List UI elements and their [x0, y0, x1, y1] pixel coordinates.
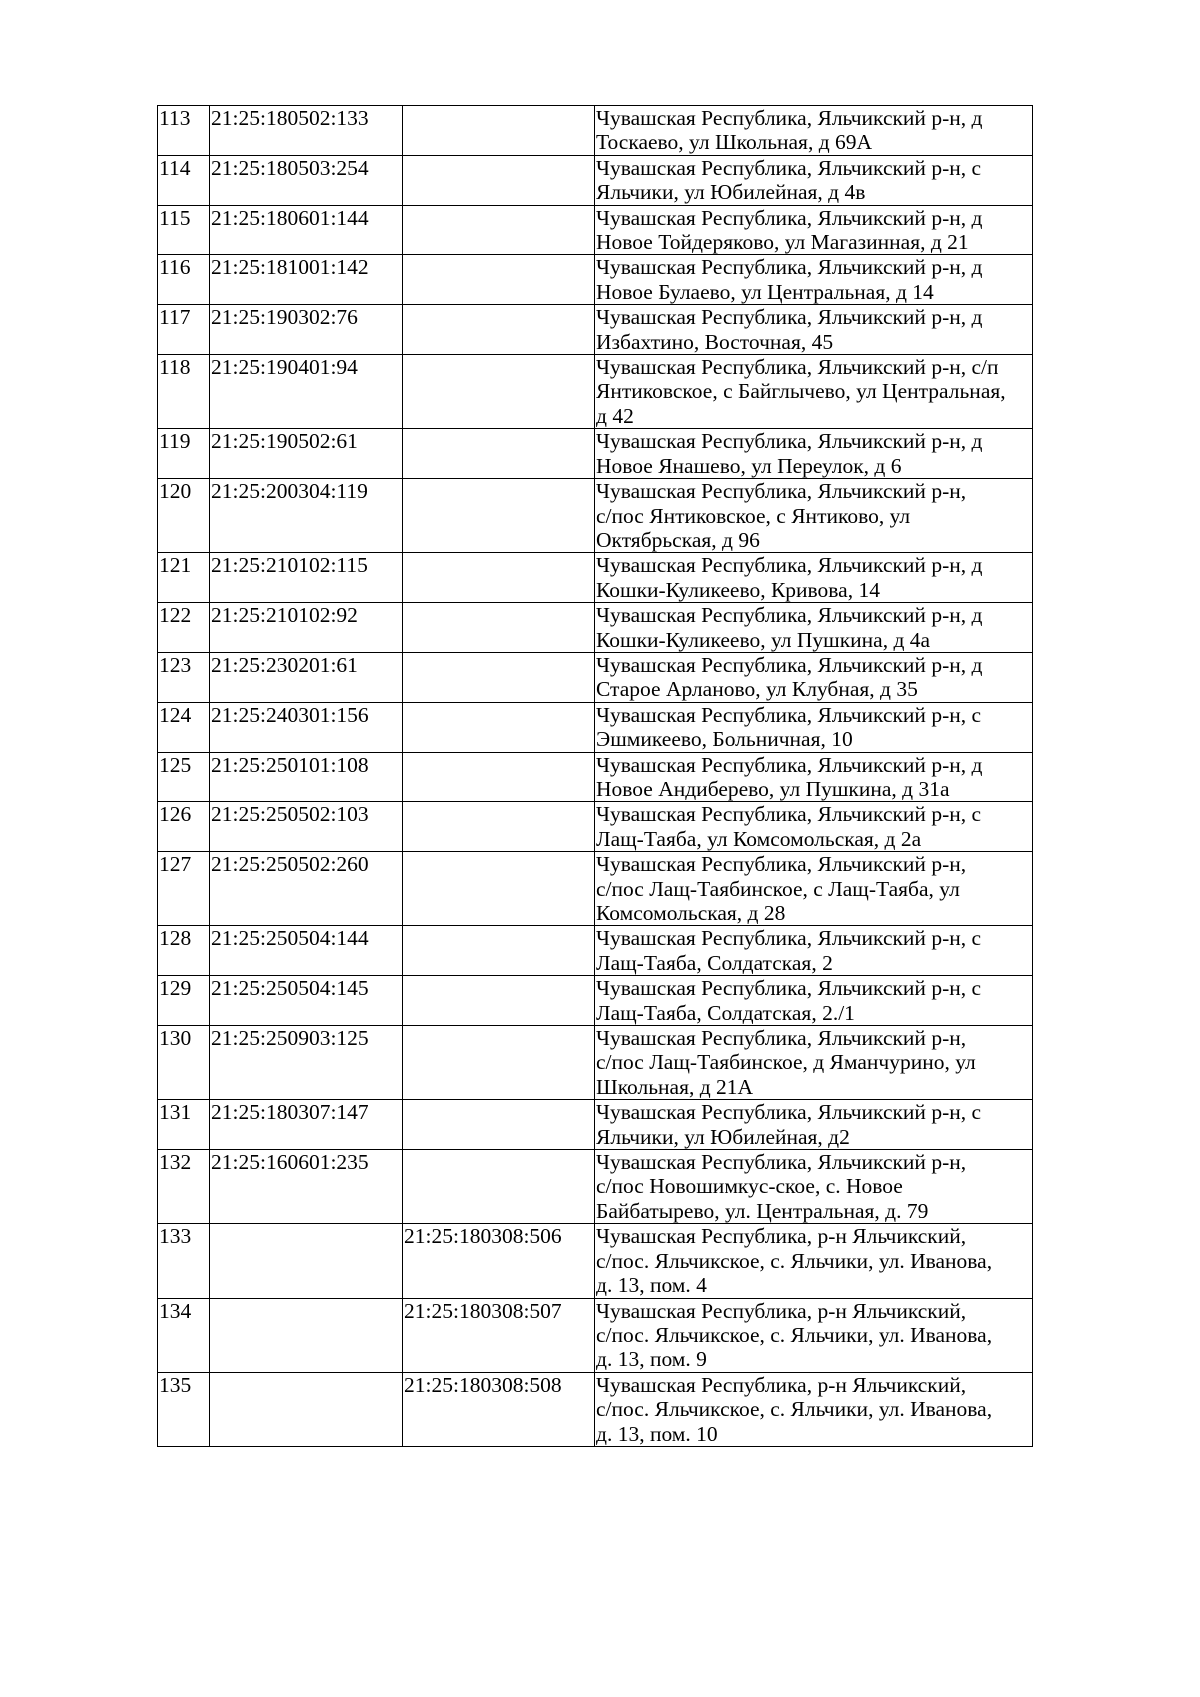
address-line: Школьная, д 21А: [596, 1074, 754, 1099]
address-cell: [595, 155, 1033, 205]
address-cell: [595, 479, 1033, 553]
address-line: Кошки-Куликеево, Кривова, 14: [596, 577, 880, 602]
address-line: Чувашская Республика, Яльчикский р-н, с/п: [596, 355, 999, 380]
table-row: [158, 603, 1033, 653]
row-number-cell: 134: [158, 1298, 210, 1372]
row-number-cell: 121: [158, 553, 210, 603]
address-line: Новое Тойдеряково, ул Магазинная, д 21: [596, 230, 969, 255]
row-number-cell: 131: [158, 1100, 210, 1150]
table-row: [158, 255, 1033, 305]
table-row: [158, 355, 1033, 429]
address-line: Новое Булаево, ул Центральная, д 14: [596, 279, 934, 304]
row-number-cell: 119: [158, 429, 210, 479]
address-line: Чувашская Республика, Яльчикский р-н, с: [596, 1100, 982, 1125]
row-number-cell: 113: [158, 106, 210, 156]
table-row: [158, 926, 1033, 976]
cadastral-number-premises-cell: [403, 976, 595, 1026]
cadastral-number-premises-cell: [403, 652, 595, 702]
address-cell: [595, 802, 1033, 852]
address-cell: [595, 553, 1033, 603]
address-line: Новое Янашево, ул Переулок, д 6: [596, 453, 902, 478]
cadastral-number-premises-cell: [403, 802, 595, 852]
row-number-cell: 135: [158, 1372, 210, 1446]
address-line: с/пос. Яльчикское, с. Яльчики, ул. Иванова,: [596, 1397, 993, 1422]
address-line: Чувашская Республика, Яльчикский р-н,: [596, 479, 967, 504]
cadastral-number-cell: 21:25:240301:156: [210, 702, 403, 752]
row-number-cell: 128: [158, 926, 210, 976]
table-row: [158, 155, 1033, 205]
cadastral-number-cell: 21:25:190401:94: [210, 355, 403, 429]
row-number-cell: 130: [158, 1026, 210, 1100]
row-number-cell: 117: [158, 305, 210, 355]
address-line: Октябрьская, д 96: [596, 527, 760, 552]
table-row: [158, 652, 1033, 702]
address-line: Чувашская Республика, Яльчикский р-н,: [596, 1026, 967, 1051]
address-cell: [595, 976, 1033, 1026]
table-row: [158, 1372, 1033, 1446]
cadastral-number-cell: 21:25:210102:92: [210, 603, 403, 653]
address-line: Лащ-Таяба, ул Комсомольская, д 2а: [596, 826, 922, 851]
address-line: Чувашская Республика, Яльчикский р-н, с: [596, 802, 982, 827]
cadastral-number-cell: 21:25:180307:147: [210, 1100, 403, 1150]
address-cell: [595, 603, 1033, 653]
address-line: с/пос. Яльчикское, с. Яльчики, ул. Иванова,: [596, 1322, 993, 1347]
cadastral-number-cell: 21:25:200304:119: [210, 479, 403, 553]
row-number-cell: 132: [158, 1150, 210, 1224]
address-cell: [595, 205, 1033, 255]
address-line: Чувашская Республика, Яльчикский р-н, д: [596, 205, 983, 230]
address-line: Кошки-Куликеево, ул Пушкина, д 4а: [596, 627, 931, 652]
cadastral-number-premises-cell: [403, 553, 595, 603]
cadastral-number-cell: 21:25:190502:61: [210, 429, 403, 479]
table-row: [158, 976, 1033, 1026]
address-line: с/пос Новошимкус-ское, с. Новое: [596, 1174, 903, 1199]
cadastral-number-cell: 21:25:180502:133: [210, 106, 403, 156]
table-row: [158, 752, 1033, 802]
address-cell: [595, 1224, 1033, 1298]
address-cell: [595, 702, 1033, 752]
row-number-cell: 133: [158, 1224, 210, 1298]
table-row: [158, 1298, 1033, 1372]
address-line: с/пос Лащ-Таябинское, д Яманчурино, ул: [596, 1050, 976, 1075]
table-row: [158, 479, 1033, 553]
cadastral-number-cell: 21:25:250903:125: [210, 1026, 403, 1100]
table-row: [158, 553, 1033, 603]
objects-table: [157, 105, 1033, 1447]
address-cell: [595, 752, 1033, 802]
cadastral-number-premises-cell: [403, 355, 595, 429]
cadastral-number-premises-cell: [403, 1150, 595, 1224]
address-line: Чувашская Республика, Яльчикский р-н, д: [596, 553, 983, 578]
address-line: Чувашская Республика, Яльчикский р-н, с: [596, 702, 982, 727]
table-row: [158, 205, 1033, 255]
cadastral-number-cell: 21:25:180503:254: [210, 155, 403, 205]
cadastral-number-cell: 21:25:210102:115: [210, 553, 403, 603]
table-row: [158, 106, 1033, 156]
address-line: Старое Арланово, ул Клубная, д 35: [596, 677, 918, 702]
cadastral-number-cell: 21:25:230201:61: [210, 652, 403, 702]
cadastral-number-cell: 21:25:250504:144: [210, 926, 403, 976]
address-line: Лащ-Таяба, Солдатская, 2./1: [596, 1000, 855, 1025]
cadastral-number-cell: [210, 1224, 403, 1298]
address-line: д. 13, пом. 10: [596, 1421, 718, 1446]
address-line: Байбатырево, ул. Центральная, д. 79: [596, 1198, 929, 1223]
row-number-cell: 125: [158, 752, 210, 802]
address-line: Чувашская Республика, р-н Яльчикский,: [596, 1224, 967, 1249]
row-number-cell: 120: [158, 479, 210, 553]
row-number-cell: 123: [158, 652, 210, 702]
cadastral-number-premises-cell: [403, 702, 595, 752]
cadastral-number-premises-cell: [403, 926, 595, 976]
cadastral-number-premises-cell: [403, 603, 595, 653]
address-line: Чувашская Республика, Яльчикский р-н, с: [596, 155, 982, 180]
address-cell: [595, 305, 1033, 355]
address-line: с/пос Лащ-Таябинское, с Лащ-Таяба, ул: [596, 876, 960, 901]
address-line: д 42: [596, 403, 634, 428]
cadastral-number-cell: 21:25:190302:76: [210, 305, 403, 355]
address-cell: [595, 1100, 1033, 1150]
address-line: Чувашская Республика, Яльчикский р-н, д: [596, 255, 983, 280]
address-line: Эшмикеево, Больничная, 10: [596, 727, 853, 752]
cadastral-number-cell: 21:25:160601:235: [210, 1150, 403, 1224]
cadastral-number-premises-cell: [403, 1100, 595, 1150]
cadastral-number-cell: 21:25:181001:142: [210, 255, 403, 305]
address-line: Чувашская Республика, Яльчикский р-н, с: [596, 976, 982, 1001]
cadastral-number-premises-cell: 21:25:180308:506: [403, 1224, 595, 1298]
table-row: [158, 1100, 1033, 1150]
cadastral-number-cell: 21:25:180601:144: [210, 205, 403, 255]
row-number-cell: 115: [158, 205, 210, 255]
address-line: Лащ-Таяба, Солдатская, 2: [596, 950, 833, 975]
address-line: Чувашская Республика, Яльчикский р-н, д: [596, 652, 983, 677]
table-row: [158, 702, 1033, 752]
table-row: [158, 852, 1033, 926]
cadastral-number-premises-cell: 21:25:180308:507: [403, 1298, 595, 1372]
address-line: Чувашская Республика, Яльчикский р-н,: [596, 852, 967, 877]
address-line: Чувашская Республика, Яльчикский р-н,: [596, 1150, 967, 1175]
cadastral-number-premises-cell: [403, 479, 595, 553]
address-cell: [595, 1372, 1033, 1446]
address-line: Чувашская Республика, Яльчикский р-н, д: [596, 106, 983, 130]
table-row: [158, 305, 1033, 355]
cadastral-number-cell: 21:25:250502:260: [210, 852, 403, 926]
address-line: с/пос. Яльчикское, с. Яльчики, ул. Иванова,: [596, 1248, 993, 1273]
row-number-cell: 126: [158, 802, 210, 852]
address-line: Яльчики, ул Юбилейная, д 4в: [596, 180, 866, 205]
cadastral-number-premises-cell: [403, 852, 595, 926]
address-cell: [595, 1298, 1033, 1372]
address-line: Тоскаево, ул Школьная, д 69А: [596, 130, 873, 155]
cadastral-number-premises-cell: [403, 1026, 595, 1100]
cadastral-number-cell: 21:25:250502:103: [210, 802, 403, 852]
address-cell: [595, 652, 1033, 702]
row-number-cell: 118: [158, 355, 210, 429]
address-line: Чувашская Республика, Яльчикский р-н, с: [596, 926, 982, 951]
table-row: [158, 1026, 1033, 1100]
cadastral-number-premises-cell: [403, 205, 595, 255]
address-line: Комсомольская, д 28: [596, 901, 786, 925]
row-number-cell: 127: [158, 852, 210, 926]
address-line: Новое Андиберево, ул Пушкина, д 31а: [596, 776, 950, 801]
address-line: Яльчики, ул Юбилейная, д2: [596, 1124, 850, 1149]
address-cell: [595, 106, 1033, 156]
row-number-cell: 122: [158, 603, 210, 653]
address-cell: [595, 429, 1033, 479]
address-line: д. 13, пом. 4: [596, 1273, 707, 1298]
cadastral-number-premises-cell: [403, 106, 595, 156]
address-cell: [595, 355, 1033, 429]
address-line: Чувашская Республика, Яльчикский р-н, д: [596, 752, 983, 777]
row-number-cell: 129: [158, 976, 210, 1026]
row-number-cell: 114: [158, 155, 210, 205]
cadastral-number-cell: 21:25:250504:145: [210, 976, 403, 1026]
address-cell: [595, 1150, 1033, 1224]
table-row: [158, 429, 1033, 479]
cadastral-number-cell: [210, 1298, 403, 1372]
address-line: Чувашская Республика, Яльчикский р-н, д: [596, 305, 983, 330]
row-number-cell: 116: [158, 255, 210, 305]
address-line: Избахтино, Восточная, 45: [596, 329, 834, 354]
cadastral-number-premises-cell: [403, 155, 595, 205]
address-cell: [595, 852, 1033, 926]
row-number-cell: 124: [158, 702, 210, 752]
cadastral-number-premises-cell: [403, 752, 595, 802]
cadastral-number-premises-cell: [403, 429, 595, 479]
address-line: Чувашская Республика, Яльчикский р-н, д: [596, 429, 983, 454]
address-line: Чувашская Республика, Яльчикский р-н, д: [596, 603, 983, 628]
table-row: [158, 1224, 1033, 1298]
cadastral-number-cell: 21:25:250101:108: [210, 752, 403, 802]
cadastral-number-cell: [210, 1372, 403, 1446]
address-cell: [595, 1026, 1033, 1100]
address-cell: [595, 926, 1033, 976]
address-line: Чувашская Республика, р-н Яльчикский,: [596, 1372, 967, 1397]
cadastral-number-premises-cell: [403, 255, 595, 305]
address-line: д. 13, пом. 9: [596, 1347, 707, 1372]
cadastral-number-premises-cell: [403, 305, 595, 355]
address-line: с/пос Янтиковское, с Янтиково, ул: [596, 503, 911, 528]
table-row: [158, 802, 1033, 852]
table-body: [158, 106, 1033, 1447]
cadastral-number-premises-cell: 21:25:180308:508: [403, 1372, 595, 1446]
address-cell: [595, 255, 1033, 305]
address-line: Янтиковское, с Байглычево, ул Центральная,: [596, 379, 1006, 404]
table-row: [158, 1150, 1033, 1224]
address-line: Чувашская Республика, р-н Яльчикский,: [596, 1298, 967, 1323]
